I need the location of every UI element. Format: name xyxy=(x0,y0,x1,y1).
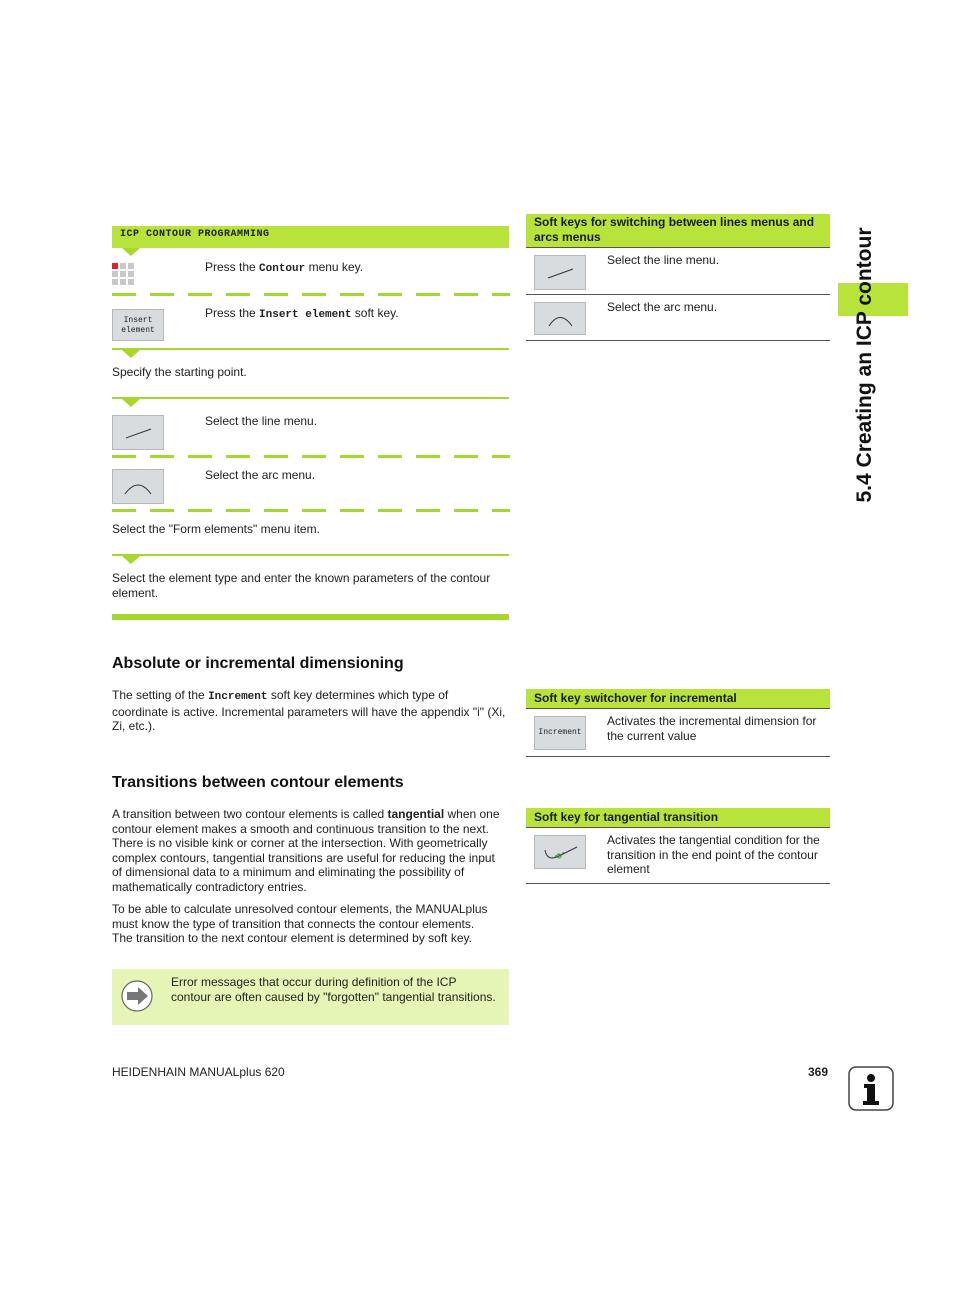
note-box xyxy=(112,969,509,1025)
table-rule xyxy=(526,340,830,341)
table-rule xyxy=(526,708,830,709)
tangential-icon xyxy=(535,836,585,868)
switch-arc-text: Select the arc menu. xyxy=(607,300,718,314)
arc-menu-softkey[interactable] xyxy=(534,302,586,335)
table-rule xyxy=(526,756,830,757)
section-end-bar xyxy=(112,614,509,620)
green-rule xyxy=(112,554,509,556)
side-tab-title: 5.4 Creating an ICP contour xyxy=(853,227,876,503)
specify-start-text: Specify the starting point. xyxy=(112,365,247,379)
line-menu-softkey[interactable] xyxy=(112,415,164,450)
green-rule xyxy=(112,348,509,350)
table-rule xyxy=(526,883,830,884)
transitions-paragraph-1: A transition between two contour elements is called tangential when one contour element makes a smooth and continuous transition to the next. There is no visible kink or corner at the intersection. With geometrically complex contours, tangential transitions are useful for reducing the input of dimensional data to a minimum and eliminating the possibility of mathematically contradictory entries. xyxy=(112,807,500,894)
switch-line-text: Select the line menu. xyxy=(607,253,720,267)
increment-softkey[interactable] xyxy=(534,716,586,750)
table-rule xyxy=(526,294,830,295)
arrow-right-icon xyxy=(121,980,153,1012)
arc-icon xyxy=(535,303,585,334)
icp-header-label: ICP CONTOUR PROGRAMMING xyxy=(120,229,270,240)
line-icon xyxy=(113,416,163,449)
abs-incr-text: The setting of the Increment soft key determines which type of coordinate is active. Incremental parameters will have the appendix "i" (Xi, Zi, etc.). xyxy=(112,688,506,733)
page-number: 369 xyxy=(808,1065,829,1079)
abs-incr-heading: Absolute or incremental dimensioning xyxy=(112,655,404,672)
step-arrow xyxy=(122,556,140,564)
dashed-divider xyxy=(112,293,510,296)
dashed-divider xyxy=(112,509,510,512)
step-press-insert: Press the Insert element soft key. xyxy=(205,306,399,321)
dashed-divider xyxy=(112,455,510,458)
green-rule xyxy=(112,397,509,399)
table-rule xyxy=(526,827,830,828)
step-arrow xyxy=(122,248,140,256)
form-elements-text: Select the "Form elements" menu item. xyxy=(112,522,320,536)
select-arc-text: Select the arc menu. xyxy=(205,468,316,482)
footer-title: HEIDENHAIN MANUALplus 620 xyxy=(112,1065,285,1079)
arc-icon xyxy=(113,470,163,503)
step-press-contour: Press the Contour menu key. xyxy=(205,260,364,275)
element-type-text: Select the element type and enter the known parameters of the contour element. xyxy=(112,571,491,600)
tang-text: Activates the tangential condition for the transition in the end point of the contour element xyxy=(607,833,820,876)
increment-softkey-label: Increment xyxy=(538,728,582,737)
step-arrow xyxy=(122,350,140,358)
side-tab-title-wrap xyxy=(850,215,880,515)
line-menu-softkey[interactable] xyxy=(534,255,586,290)
switch-table-header: Soft keys for switching between lines menus and arcs menus xyxy=(534,215,815,244)
insert-element-softkey-label: Insert element xyxy=(121,316,155,335)
incr-table-header: Soft key switchover for incremental xyxy=(534,691,737,705)
contour-key-icon xyxy=(112,263,136,287)
tangential-softkey[interactable] xyxy=(534,835,586,869)
incr-text: Activates the incremental dimension for the current value xyxy=(607,714,817,743)
insert-element-softkey[interactable] xyxy=(112,309,164,341)
transitions-heading: Transitions between contour elements xyxy=(112,774,404,791)
arc-menu-softkey[interactable] xyxy=(112,469,164,504)
select-line-text: Select the line menu. xyxy=(205,414,318,428)
step-arrow xyxy=(122,399,140,407)
table-rule xyxy=(526,247,830,248)
note-text: Error messages that occur during definition of the ICP contour are often caused by "forgotten" tangential transitions. xyxy=(171,975,496,1004)
line-icon xyxy=(535,256,585,289)
transitions-paragraph-2: To be able to calculate unresolved contour elements, the MANUALplus must know the type of transition that connects the contour elements. The transition to the next contour element is determined by soft key. xyxy=(112,902,488,945)
tang-table-header: Soft key for tangential transition xyxy=(534,810,719,824)
info-icon xyxy=(848,1066,894,1111)
